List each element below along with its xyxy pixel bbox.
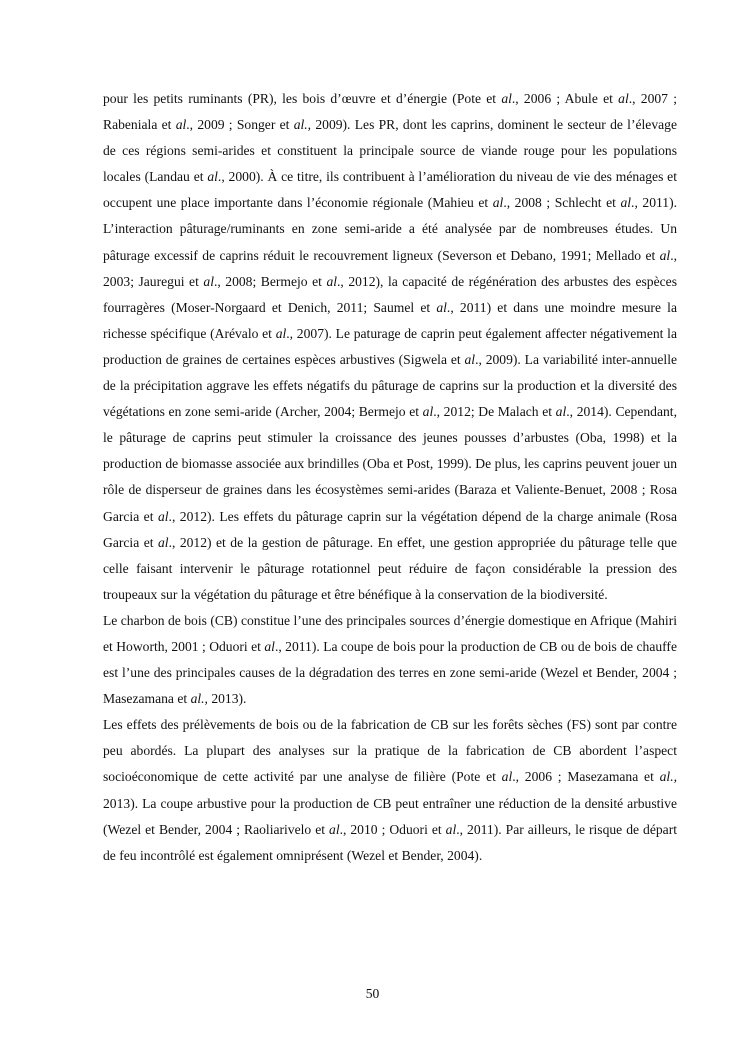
italic-run: al — [501, 769, 513, 785]
italic-run: al., — [190, 691, 208, 707]
text-run: ., 2012), la capacité de régénération des arbustes des espèces fourragères (Moser-Norgaard et Denich, 2011; Saumel et — [103, 273, 677, 315]
text-run: ., 2007 ; Rabeniala et — [103, 91, 677, 133]
text-run: ., 2011). Par ailleurs, le risque de départ de feu incontrôlé est également omniprésent (Wezel et Bender, 2004). — [103, 821, 677, 863]
text-run: ., 2012) et de la gestion de pâturage. En effet, une gestion appropriée du pâturage telle que celle faisant intervenir le pâturage rotationnel peut réduire de façon considérable la pression des troupeaux sur la végétation du pâturage et être bénéfique à la conservation de la biodiversité. — [103, 534, 677, 602]
italic-run: al — [445, 821, 457, 837]
italic-run: al — [157, 508, 169, 524]
italic-run: al — [464, 351, 476, 367]
italic-run: al — [555, 404, 567, 420]
text-run: ., 2000). À ce titre, ils contribuent à l’amélioration du niveau de vie des ménages et occupent une place importante dans l’économie régionale (Mahieu et — [103, 169, 677, 211]
text-run: 2013). — [207, 691, 247, 707]
italic-run: al — [264, 638, 275, 654]
text-run: ., 2012; De Malach et — [433, 404, 556, 420]
text-run: ., 2011) et dans une moindre mesure la richesse spécifique (Arévalo et — [103, 299, 677, 341]
text-run: ., 2006 ; Masezamana et — [512, 769, 660, 785]
italic-run: al — [436, 299, 447, 315]
italic-run: al — [422, 404, 434, 420]
page-number: 50 — [365, 986, 380, 1001]
italic-run: al., — [293, 117, 312, 133]
italic-run: al — [620, 195, 632, 211]
italic-run: al — [275, 325, 287, 341]
italic-run: al — [329, 821, 340, 837]
italic-run: al — [492, 195, 504, 211]
text-run: ., 2007). Le paturage de caprin peut également affecter négativement la production de graines de certaines espèces arbustives (Sigwela et — [103, 325, 677, 367]
text-run: ., 2009 ; Songer et — [186, 117, 294, 133]
italic-run: al — [207, 169, 218, 185]
text-run: ., 2008 ; Schlecht et — [503, 195, 621, 211]
text-run: ., 2014). Cependant, le pâturage de caprins peut stimuler la croissance des jeunes pousses d’arbustes (Oba, 1998) et la production de biomasse associée aux brindilles (Oba et Post, 1999). De plus, les caprins peuvent jouer un rôle de disperseur de graines dans les écosystèmes semi-arides (Baraza et Valiente-Benuet, 2008 ; Rosa Garcia et — [103, 404, 677, 524]
text-run: ., 2011). L’interaction pâturage/ruminants en zone semi-aride a été analysée par de nombreuses études. Un pâturage excessif de caprins réduit le recouvrement ligneux (Severson et Debano, 1991; Mellado et — [103, 195, 678, 263]
text-run: ., 2003; Jauregui et — [103, 247, 677, 289]
text-run: pour les petits ruminants (PR), les bois d’œuvre et d’énergie (Pote et — [103, 91, 502, 106]
italic-run: al — [157, 534, 169, 550]
italic-run: al — [659, 247, 671, 263]
paragraph-charcoal — [103, 608, 677, 712]
document-body — [103, 86, 677, 869]
italic-run: al., — [659, 769, 677, 785]
text-run: ., 2009). La variabilité inter-annuelle de la précipitation aggrave les effets négatifs du pâturage de caprins sur la production et la diversité des végétations en zone semi-aride (Archer, 2004; Bermejo et — [103, 351, 678, 420]
italic-run: al — [501, 91, 512, 106]
text-run: Les effets des prélèvements de bois ou de la fabrication de CB sur les forêts sèches (FS) sont par contre peu abordés. La plupart des analyses sur la pratique de la fabrication de CB abordent l’aspect socioéconomique de cette activité par une analyse de filière (Pote et — [103, 717, 677, 785]
paragraph-grazing — [103, 86, 677, 608]
italic-run: al — [175, 117, 187, 133]
text-run: 2013). La coupe arbustive pour la production de CB peut entraîner une réduction de la densité arbustive (Wezel et Bender, 2004 ; Raoliarivelo et — [103, 795, 677, 837]
text-run: ., 2012). Les effets du pâturage caprin sur la végétation dépend de la charge animale (Rosa Garcia et — [103, 508, 677, 550]
italic-run: al — [326, 273, 338, 289]
text-run: Le charbon de bois (CB) constitue l’une des principales sources d’énergie domestique en Afrique (Mahiri et Howorth, 2001 ; Oduori et — [103, 612, 677, 654]
text-run: ., 2008; Bermejo et — [213, 273, 327, 289]
text-run: 2009). Les PR, dont les caprins, dominent le secteur de l’élevage de ces régions semi-arides et constituent la principale source de viande rouge pour les populations locales (Landau et — [103, 117, 677, 185]
text-run: ., 2006 ; Abule et — [511, 91, 619, 106]
text-run: ., 2010 ; Oduori et — [339, 821, 446, 837]
text-run: ., 2011). La coupe de bois pour la production de CB ou de bois de chauffe est l’une des principales causes de la dégradation des terres en zone semi-aride (Wezel et Bender, 2004 ; Masezamana et — [103, 638, 677, 707]
paragraph-wood-harvest-effects — [103, 712, 677, 869]
italic-run: al — [618, 91, 629, 106]
italic-run: al — [203, 273, 214, 289]
